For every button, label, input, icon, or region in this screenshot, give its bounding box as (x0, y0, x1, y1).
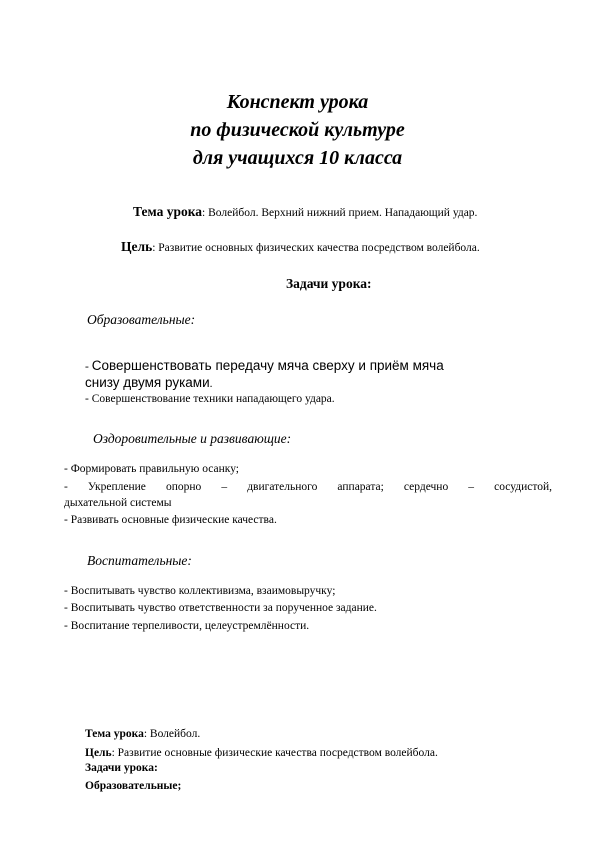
health-item-3: - Развивать основные физические качества. (64, 514, 277, 526)
document-title-line-3: для учащихся 10 класса (192, 147, 403, 169)
educational-item-1-dash: - (85, 361, 92, 373)
health-item-2-line-2: дыхательной системы (64, 497, 172, 509)
educational-item-1-cont (85, 374, 213, 392)
footer-goal (85, 743, 438, 761)
footer-topic (85, 724, 200, 742)
footer-goal-text: : Развитие основные физические качества посредством волейбола. (111, 747, 438, 759)
footer-topic-text: : Волейбол. (143, 728, 201, 740)
health-heading: Оздоровительные и развивающие: (93, 431, 292, 446)
upbringing-item-2: - Воспитывать чувство ответственности за порученное задание. (64, 602, 377, 614)
educational-item-1 (85, 357, 444, 375)
lesson-topic-label: Тема урока (133, 204, 203, 219)
lesson-topic-text: : Волейбол. Верхний нижний прием. Нападающий удар. (202, 207, 478, 219)
lesson-goal-label: Цель (121, 239, 153, 254)
lesson-topic (133, 203, 477, 221)
educational-heading: Образовательные: (87, 312, 196, 327)
footer-topic-label: Тема урока (85, 728, 144, 740)
educational-item-1-line-1: Совершенствовать передачу мяча сверху и приём мяча (91, 358, 444, 373)
upbringing-heading: Воспитательные: (87, 553, 192, 568)
upbringing-item-3: - Воспитание терпеливости, целеустремлённости. (64, 620, 310, 632)
document-title-line-1: Конспект урока (226, 91, 369, 113)
footer-tasks-label: Задачи урока: (85, 762, 158, 774)
educational-item-1-dot: . (209, 378, 213, 390)
tasks-heading: Задачи урока: (286, 276, 372, 291)
health-item-2-line-1: - Укрепление опорно – двигательного аппарата; сердечно – сосудистой, (64, 481, 552, 493)
lesson-goal-text: : Развитие основных физических качества посредством волейбола. (152, 242, 480, 254)
footer-goal-label: Цель (85, 747, 112, 759)
document-title-line-2: по физической культуре (190, 119, 405, 141)
health-item-1: - Формировать правильную осанку; (64, 463, 239, 475)
educational-item-2: - Совершенствование техники нападающего удара. (85, 393, 335, 405)
footer-educational-label: Образовательные; (85, 780, 182, 792)
lesson-goal (121, 238, 480, 256)
educational-item-1-line-2: снизу двумя руками (85, 375, 210, 390)
upbringing-item-1: - Воспитывать чувство коллективизма, взаимовыручку; (64, 585, 336, 597)
